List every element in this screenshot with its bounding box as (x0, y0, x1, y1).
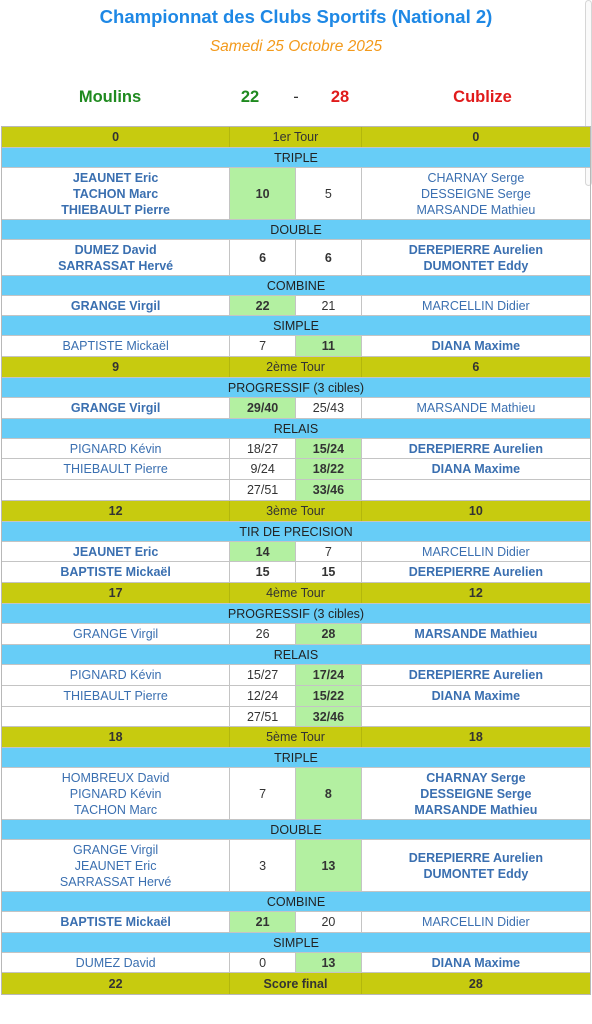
away-score: 15/22 (296, 686, 362, 706)
match-row (2, 912, 590, 933)
player-name: MARSANDE Mathieu (414, 627, 538, 641)
match-row (2, 459, 590, 480)
tour-label: 2ème Tour (230, 357, 362, 377)
away-players (362, 168, 590, 219)
home-players (2, 542, 230, 561)
away-score: 7 (296, 542, 362, 561)
event-label: TIR DE PRECISION (239, 524, 353, 539)
event-label: RELAIS (273, 421, 319, 436)
player-name: DIANA Maxime (431, 339, 521, 353)
home-score: 15 (230, 562, 296, 582)
home-score: 3 (230, 840, 296, 891)
player-name: DEREPIERRE Aurelien (408, 565, 544, 579)
home-score: 15/27 (230, 665, 296, 685)
away-score: 25/43 (296, 398, 362, 418)
event-header (2, 419, 590, 439)
home-players (2, 912, 230, 932)
player-name: HOMBREUX David (61, 770, 170, 785)
away-score: 21 (296, 296, 362, 315)
match-row (2, 686, 590, 707)
away-score: 5 (296, 168, 362, 219)
results-table (1, 126, 591, 995)
event-header (2, 276, 590, 296)
event-label: DOUBLE (270, 222, 322, 237)
tour-home-score: 18 (2, 727, 230, 747)
scoreboard (0, 86, 592, 110)
event-header (2, 645, 590, 665)
event-label: TRIPLE (274, 150, 318, 165)
tour-away-score: 28 (468, 976, 483, 991)
match-row (2, 840, 590, 892)
away-score: 32/46 (296, 707, 362, 726)
player-name: BAPTISTE Mickaël (60, 915, 171, 929)
home-team-score: 22 (240, 88, 260, 106)
player-name: PIGNARD Kévin (69, 441, 162, 456)
tour-home-score: 0 (2, 127, 230, 147)
player-name: MARSANDE Mathieu (414, 802, 538, 817)
home-players (2, 439, 230, 458)
page-title: Championnat des Clubs Sportifs (National 2) (99, 6, 493, 27)
player-name: DESSEIGNE Serge (420, 786, 532, 801)
event-label: PROGRESSIF (3 cibles) (227, 606, 365, 621)
home-score: 29/40 (230, 398, 296, 418)
home-players (2, 665, 230, 685)
player-name: DESSEIGNE Serge (421, 186, 531, 201)
away-score: 11 (296, 336, 362, 356)
home-score: 22 (230, 296, 296, 315)
player-name: SARRASSAT Hervé (59, 874, 172, 889)
away-score: 28 (296, 624, 362, 644)
match-row (2, 296, 590, 316)
home-players (2, 624, 230, 644)
tour-home-score: 12 (2, 501, 230, 521)
home-players (2, 707, 230, 726)
match-row (2, 398, 590, 419)
player-name: JEAUNET Eric (72, 544, 159, 559)
event-label: PROGRESSIF (3 cibles) (227, 380, 365, 395)
player-name: DEREPIERRE Aurelien (408, 668, 544, 682)
away-players (362, 686, 590, 706)
player-name: MARSANDE Mathieu (416, 202, 536, 217)
away-team-score: 28 (330, 88, 350, 106)
away-players (362, 665, 590, 685)
away-players (362, 439, 590, 458)
tour-away-score: 10 (468, 504, 483, 518)
player-name: DIANA Maxime (431, 955, 521, 970)
away-score: 18/22 (296, 459, 362, 479)
player-name: MARCELLIN Didier (422, 544, 530, 559)
player-name: PIGNARD Kévin (69, 668, 162, 682)
home-players (2, 168, 230, 219)
match-row (2, 336, 590, 357)
tour-label: 4ème Tour (230, 583, 362, 603)
event-header (2, 892, 590, 912)
player-name: DUMONTET Eddy (423, 258, 529, 273)
event-label: RELAIS (273, 647, 319, 662)
player-name: THIEBAULT Pierre (63, 462, 168, 476)
home-score: 10 (230, 168, 296, 219)
tour-home-score: 22 (2, 973, 230, 994)
player-name: MARCELLIN Didier (422, 298, 530, 313)
home-score: 21 (230, 912, 296, 932)
event-header (2, 522, 590, 542)
player-name: DEREPIERRE Aurelien (408, 242, 544, 257)
home-players (2, 686, 230, 706)
player-name: DUMEZ David (75, 955, 156, 970)
event-header (2, 933, 590, 953)
tour-row (2, 357, 590, 378)
tour-away-score: 18 (468, 730, 483, 744)
home-team-name: Moulins (78, 88, 142, 106)
away-players (362, 953, 590, 972)
home-players (2, 459, 230, 479)
tour-label: 3ème Tour (230, 501, 362, 521)
match-row (2, 168, 590, 220)
tour-label: 5ème Tour (230, 727, 362, 747)
player-name: TACHON Marc (74, 802, 158, 817)
match-date: Samedi 25 Octobre 2025 (209, 38, 383, 55)
home-score: 26 (230, 624, 296, 644)
tour-label: 1er Tour (230, 127, 362, 147)
home-score: 14 (230, 542, 296, 561)
player-name: TACHON Marc (73, 186, 159, 201)
player-name: DEREPIERRE Aurelien (408, 441, 544, 456)
tour-row (2, 127, 590, 148)
tour-home-score: 17 (2, 583, 230, 603)
away-score: 8 (296, 768, 362, 819)
match-row (2, 624, 590, 645)
player-name: JEAUNET Eric (72, 170, 159, 185)
player-name: DIANA Maxime (431, 462, 521, 476)
away-players (362, 562, 590, 582)
match-row (2, 542, 590, 562)
away-players (362, 707, 590, 726)
player-name: DEREPIERRE Aurelien (408, 850, 544, 865)
event-label: COMBINE (266, 894, 326, 909)
event-label: DOUBLE (270, 822, 322, 837)
away-players (362, 296, 590, 315)
match-row (2, 665, 590, 686)
away-score: 20 (296, 912, 362, 932)
event-header (2, 148, 590, 168)
player-name: THIEBAULT Pierre (63, 689, 168, 703)
match-row (2, 707, 590, 727)
away-players (362, 840, 590, 891)
match-row (2, 768, 590, 820)
player-name: DUMONTET Eddy (423, 866, 529, 881)
player-name: PIGNARD Kévin (69, 786, 162, 801)
final-score-row (2, 973, 590, 994)
player-name: BAPTISTE Mickaël (60, 565, 171, 579)
home-players (2, 336, 230, 356)
player-name: MARCELLIN Didier (422, 915, 530, 929)
player-name: GRANGE Virgil (72, 842, 159, 857)
away-players (362, 542, 590, 561)
away-players (362, 912, 590, 932)
player-name: MARSANDE Mathieu (416, 401, 536, 415)
player-name: CHARNAY Serge (427, 170, 525, 185)
home-score: 27/51 (230, 480, 296, 500)
match-row (2, 562, 590, 583)
home-players (2, 480, 230, 500)
home-score: 6 (230, 240, 296, 275)
player-name: THIEBAULT Pierre (61, 202, 171, 217)
away-players (362, 459, 590, 479)
player-name: BAPTISTE Mickaël (62, 339, 169, 353)
home-players (2, 953, 230, 972)
away-score: 13 (296, 953, 362, 972)
event-header (2, 820, 590, 840)
home-score: 7 (230, 336, 296, 356)
away-players (362, 624, 590, 644)
tour-label: Score final (230, 973, 362, 994)
match-row (2, 439, 590, 459)
tour-away-score: 12 (468, 586, 483, 600)
player-name: JEAUNET Eric (74, 858, 157, 873)
player-name: CHARNAY Serge (426, 770, 526, 785)
home-players (2, 398, 230, 418)
player-name: DIANA Maxime (431, 689, 521, 703)
away-players (362, 398, 590, 418)
tour-away-score: 0 (472, 130, 480, 144)
player-name: DUMEZ David (74, 242, 157, 257)
event-header (2, 748, 590, 768)
away-score: 13 (296, 840, 362, 891)
tour-away-score: 6 (472, 360, 480, 374)
score-separator: - (293, 88, 299, 106)
home-score: 0 (230, 953, 296, 972)
home-players (2, 562, 230, 582)
event-label: COMBINE (266, 278, 326, 293)
match-row (2, 240, 590, 276)
tour-row (2, 727, 590, 748)
tour-row (2, 583, 590, 604)
event-header (2, 316, 590, 336)
event-header (2, 220, 590, 240)
away-score: 6 (296, 240, 362, 275)
away-players (362, 480, 590, 500)
event-label: SIMPLE (273, 318, 319, 333)
event-label: TRIPLE (274, 750, 318, 765)
home-players (2, 296, 230, 315)
event-header (2, 604, 590, 624)
home-players (2, 840, 230, 891)
event-label: SIMPLE (273, 935, 319, 950)
match-row (2, 953, 590, 973)
away-score: 17/24 (296, 665, 362, 685)
player-name: SARRASSAT Hervé (58, 258, 174, 273)
away-players (362, 768, 590, 819)
tour-row (2, 501, 590, 522)
home-score: 7 (230, 768, 296, 819)
player-name: GRANGE Virgil (70, 401, 161, 415)
away-score: 15 (296, 562, 362, 582)
home-score: 9/24 (230, 459, 296, 479)
player-name: GRANGE Virgil (70, 298, 161, 313)
away-players (362, 240, 590, 275)
away-team-name: Cublize (453, 88, 512, 106)
away-score: 33/46 (296, 480, 362, 500)
home-players (2, 768, 230, 819)
home-score: 18/27 (230, 439, 296, 458)
player-name: GRANGE Virgil (73, 627, 159, 641)
match-row (2, 480, 590, 501)
event-header (2, 378, 590, 398)
away-players (362, 336, 590, 356)
home-score: 27/51 (230, 707, 296, 726)
tour-home-score: 9 (2, 357, 230, 377)
home-players (2, 240, 230, 275)
home-score: 12/24 (230, 686, 296, 706)
away-score: 15/24 (296, 439, 362, 458)
